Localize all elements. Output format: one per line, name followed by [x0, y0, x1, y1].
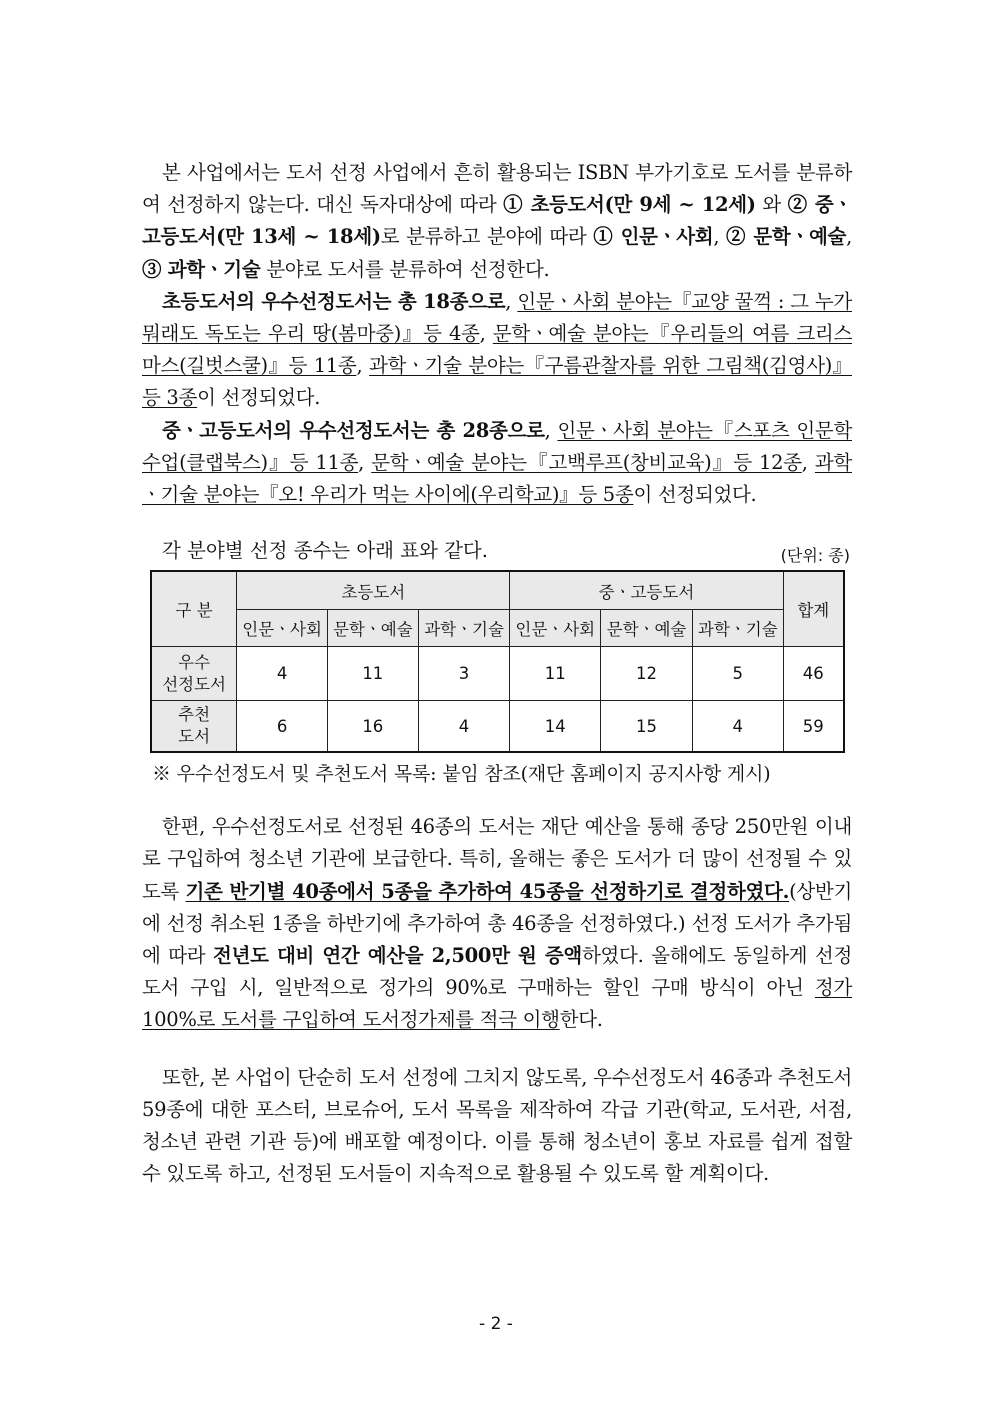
row-label: [151, 647, 237, 701]
text: 하였다. 올해에도 동일하게 선정 도서 구입 시, 일반적으로 정가의 90%로 구매하는 할인 구매 방식이 아닌: [142, 944, 852, 1000]
row-label: [151, 701, 237, 753]
table-cell: 11: [327, 647, 418, 701]
text: 이 선정되었다.: [197, 386, 321, 410]
table-cell: 12: [601, 647, 693, 701]
row-label-line1: 추천: [178, 705, 211, 725]
underline-fixed-price: 정가 100%로 도서를 구입하여 도서정가제를 적극 이행: [142, 976, 852, 1032]
table-caption-row: [142, 536, 852, 566]
table-row: [151, 701, 844, 753]
table-row: [151, 647, 844, 701]
table-cell-total: 59: [783, 701, 844, 753]
paragraph-budget: [142, 811, 852, 1036]
table-cell: 15: [601, 701, 693, 753]
subheader-science: 과학ㆍ기술: [418, 610, 510, 647]
paragraph-elementary: [142, 286, 852, 415]
bold-underline-decision: 기존 반기별 40종에서 5종을 추가하여 45종을 선정하기로 결정하였다.: [185, 879, 790, 903]
text: ,: [544, 418, 558, 442]
paragraph-secondary: [142, 415, 852, 512]
bold-literature: ② 문학ㆍ예술: [725, 225, 847, 249]
bold-science: ③ 과학ㆍ기술: [142, 257, 261, 281]
subheader-literature: 문학ㆍ예술: [327, 610, 418, 647]
text: 로 분류하고 분야에 따라: [380, 225, 594, 249]
table-note: ※ 우수선정도서 및 추천도서 목록: 붙임 참조(재단 홈페이지 공지사항 게시): [152, 763, 771, 786]
text: ,: [356, 354, 369, 378]
text: 한다.: [559, 1008, 603, 1032]
bold-humanities: ① 인문ㆍ사회: [593, 225, 714, 249]
text: (상반기에 선정 취소된 1종을 하반기에 추가하여 총 46종을 선정하였다.) 선정 도서가 추가됨에 따라: [142, 879, 852, 968]
text: ,: [479, 322, 493, 346]
table-cell: 4: [418, 701, 510, 753]
subheader-humanities: 인문ㆍ사회: [237, 610, 328, 647]
table-cell: 4: [237, 647, 328, 701]
table-intro: 각 분야별 선정 종수는 아래 표와 같다.: [162, 539, 488, 563]
bold-elementary-total: 초등도서의 우수선정도서는 총 18종으로: [162, 289, 506, 313]
subheader-literature: 문학ㆍ예술: [601, 610, 693, 647]
underline-science: 과학ㆍ기술 분야는『오! 우리가 먹는 사이에(우리학교)』등 5종: [142, 450, 852, 507]
table-cell: 3: [418, 647, 510, 701]
subheader-humanities: 인문ㆍ사회: [510, 610, 601, 647]
underline-literature: 문학ㆍ예술 분야는『우리들의 여름 크리스마스(길벗스쿨)』등 11종: [142, 322, 852, 378]
paragraph-promotion: [142, 1062, 852, 1191]
text: ,: [713, 225, 726, 249]
table-cell: 11: [510, 647, 601, 701]
underline-science: 과학ㆍ기술 분야는『구름관찰자를 위한 그림책(김영사)』등 3종: [142, 354, 852, 410]
table-corner-header: 구 분: [151, 571, 237, 647]
underline-literature: 문학ㆍ예술 분야는『고백루프(창비교육)』등 12종: [371, 450, 802, 474]
bold-secondary: ② 중ㆍ고등도서(만 13세 ~ 18세): [142, 193, 852, 249]
header-secondary: 중ㆍ고등도서: [510, 571, 783, 610]
text: ,: [505, 289, 518, 313]
bold-budget-increase: 전년도 대비 연간 예산을 2,500만 원 증액: [213, 944, 582, 968]
text: 이 선정되었다.: [633, 483, 757, 507]
table-cell: 16: [327, 701, 418, 753]
page-number: - 2 -: [479, 1314, 513, 1334]
table-unit: (단위: 종): [780, 546, 850, 566]
underline-humanities: 인문ㆍ사회 분야는『교양 꿀꺽 : 그 누가 뭐래도 독도는 우리 땅(봄마중)』등 4종: [142, 289, 852, 346]
text: ,: [358, 450, 372, 474]
text: 또한, 본 사업이 단순히 도서 선정에 그치지 않도록, 우수선정도서 46종과 추천도서 59종에 대한 포스터, 브로슈어, 도서 목록을 제작하여 각급 기관(학교, 도서관, 서점, 청소년 관련 기관 등)에 배포할 예정이다. 이를 통해 청소년이 홍보 자료를 쉽게 접할 수 있도록 하고, 선정된 도서들이 지속적으로 활용될 수 있도록 할 계획이다.: [142, 1065, 852, 1186]
table-cell: 6: [237, 701, 328, 753]
table-cell: 5: [692, 647, 783, 701]
text: 한편, 우수선정도서로 선정된 46종의 도서는 재단 예산을 통해 종당 250만원 이내로 구입하여 청소년 기관에 보급한다. 특히, 올해는 좋은 도서가 더 많이 선정될 수 있도록: [142, 815, 852, 903]
header-elementary: 초등도서: [237, 571, 510, 610]
table-cell: 4: [692, 701, 783, 753]
text: 분야로 도서를 분류하여 선정한다.: [260, 257, 550, 281]
table-cell: 14: [510, 701, 601, 753]
table-cell-total: 46: [783, 647, 844, 701]
bold-elementary: ① 초등도서(만 9세 ~ 12세): [503, 193, 756, 217]
subheader-science: 과학ㆍ기술: [692, 610, 783, 647]
text: 본 사업에서는 도서 선정 사업에서 흔히 활용되는 ISBN 부가기호로 도서를 분류하여 선정하지 않는다. 대신 독자대상에 따라: [142, 161, 852, 217]
paragraph-classification: [142, 157, 852, 286]
header-total: 합계: [783, 571, 844, 647]
row-label-line1: 우수: [178, 652, 211, 672]
text: 와: [755, 193, 788, 217]
underline-humanities: 인문ㆍ사회 분야는『스포츠 인문학 수업(클랩북스)』등 11종: [142, 418, 852, 474]
bold-secondary-total: 중ㆍ고등도서의 우수선정도서는 총 28종으로: [162, 418, 545, 442]
text: ,: [801, 450, 815, 474]
row-label-line2: 선정도서: [162, 674, 226, 694]
selection-count-table: [150, 570, 845, 753]
text: ,: [846, 225, 852, 249]
row-label-line2: 도서: [178, 727, 211, 747]
document-page: [142, 157, 852, 1190]
